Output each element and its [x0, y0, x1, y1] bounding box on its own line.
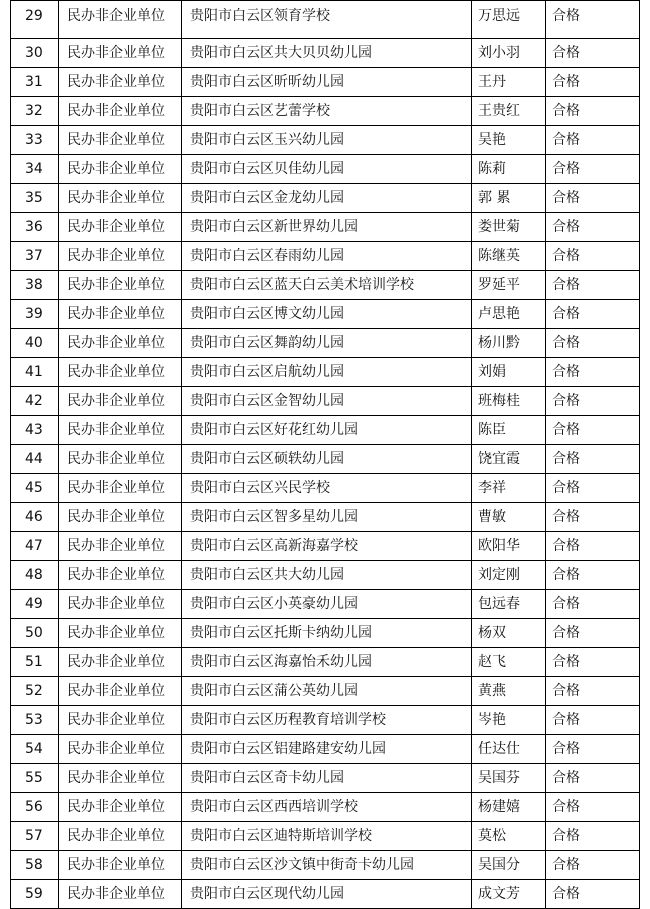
row-number-cell: 46: [11, 503, 59, 532]
table-row: [11, 677, 640, 706]
row-number-cell: 42: [11, 387, 59, 416]
row-number-cell: 53: [11, 706, 59, 735]
legal-representative-cell: 王贵红: [472, 97, 546, 126]
legal-representative-cell: 陈继英: [472, 242, 546, 271]
table-row: [11, 474, 640, 503]
inspection-result-cell: 合格: [546, 474, 640, 503]
row-number-cell: 55: [11, 764, 59, 793]
inspection-result-cell: 合格: [546, 532, 640, 561]
unit-type-cell: 民办非企业单位: [59, 474, 182, 503]
unit-name-cell: 贵阳市白云区春雨幼儿园: [182, 242, 472, 271]
legal-representative-cell: 成文芳: [472, 880, 546, 909]
unit-name-cell: 贵阳市白云区历程教育培训学校: [182, 706, 472, 735]
legal-representative-cell: 万思远: [472, 1, 546, 39]
results-table: [10, 0, 640, 909]
legal-representative-cell: 陈莉: [472, 155, 546, 184]
unit-name-cell: 贵阳市白云区共大贝贝幼儿园: [182, 39, 472, 68]
unit-name-cell: 贵阳市白云区西西培训学校: [182, 793, 472, 822]
unit-name-cell: 贵阳市白云区现代幼儿园: [182, 880, 472, 909]
inspection-result-cell: 合格: [546, 677, 640, 706]
inspection-result-cell: 合格: [546, 590, 640, 619]
legal-representative-cell: 曹敏: [472, 503, 546, 532]
unit-name-cell: 贵阳市白云区领育学校: [182, 1, 472, 39]
table-row: [11, 532, 640, 561]
row-number-cell: 39: [11, 300, 59, 329]
inspection-result-cell: 合格: [546, 126, 640, 155]
legal-representative-cell: 李祥: [472, 474, 546, 503]
legal-representative-cell: 班梅桂: [472, 387, 546, 416]
inspection-result-cell: 合格: [546, 184, 640, 213]
inspection-result-cell: 合格: [546, 68, 640, 97]
unit-name-cell: 贵阳市白云区好花红幼儿园: [182, 416, 472, 445]
row-number-cell: 58: [11, 851, 59, 880]
unit-type-cell: 民办非企业单位: [59, 39, 182, 68]
row-number-cell: 59: [11, 880, 59, 909]
legal-representative-cell: 刘定刚: [472, 561, 546, 590]
unit-name-cell: 贵阳市白云区小英豪幼儿园: [182, 590, 472, 619]
table-row: [11, 764, 640, 793]
legal-representative-cell: 吴国分: [472, 851, 546, 880]
row-number-cell: 48: [11, 561, 59, 590]
inspection-result-cell: 合格: [546, 648, 640, 677]
inspection-result-cell: 合格: [546, 300, 640, 329]
legal-representative-cell: 吴艳: [472, 126, 546, 155]
legal-representative-cell: 杨川黔: [472, 329, 546, 358]
unit-type-cell: 民办非企业单位: [59, 300, 182, 329]
inspection-result-cell: 合格: [546, 561, 640, 590]
legal-representative-cell: 包远春: [472, 590, 546, 619]
legal-representative-cell: 卢思艳: [472, 300, 546, 329]
unit-type-cell: 民办非企业单位: [59, 590, 182, 619]
unit-name-cell: 贵阳市白云区艺蕾学校: [182, 97, 472, 126]
table-row: [11, 358, 640, 387]
legal-representative-cell: 王丹: [472, 68, 546, 97]
table-row: [11, 445, 640, 474]
table-row: [11, 619, 640, 648]
inspection-result-cell: 合格: [546, 155, 640, 184]
legal-representative-cell: 陈臣: [472, 416, 546, 445]
row-number-cell: 43: [11, 416, 59, 445]
legal-representative-cell: 赵飞: [472, 648, 546, 677]
unit-type-cell: 民办非企业单位: [59, 706, 182, 735]
unit-type-cell: 民办非企业单位: [59, 416, 182, 445]
unit-type-cell: 民办非企业单位: [59, 503, 182, 532]
legal-representative-cell: 刘小羽: [472, 39, 546, 68]
unit-type-cell: 民办非企业单位: [59, 532, 182, 561]
inspection-result-cell: 合格: [546, 387, 640, 416]
inspection-result-cell: 合格: [546, 242, 640, 271]
legal-representative-cell: 岑艳: [472, 706, 546, 735]
inspection-result-cell: 合格: [546, 445, 640, 474]
row-number-cell: 35: [11, 184, 59, 213]
table-row: [11, 68, 640, 97]
row-number-cell: 49: [11, 590, 59, 619]
table-row: [11, 329, 640, 358]
row-number-cell: 50: [11, 619, 59, 648]
unit-name-cell: 贵阳市白云区舞韵幼儿园: [182, 329, 472, 358]
unit-type-cell: 民办非企业单位: [59, 561, 182, 590]
unit-name-cell: 贵阳市白云区博文幼儿园: [182, 300, 472, 329]
legal-representative-cell: 吴国芬: [472, 764, 546, 793]
inspection-result-cell: 合格: [546, 851, 640, 880]
unit-name-cell: 贵阳市白云区新世界幼儿园: [182, 213, 472, 242]
inspection-result-cell: 合格: [546, 1, 640, 39]
unit-name-cell: 贵阳市白云区高新海嘉学校: [182, 532, 472, 561]
row-number-cell: 30: [11, 39, 59, 68]
inspection-result-cell: 合格: [546, 880, 640, 909]
legal-representative-cell: 刘娟: [472, 358, 546, 387]
row-number-cell: 33: [11, 126, 59, 155]
unit-type-cell: 民办非企业单位: [59, 619, 182, 648]
unit-type-cell: 民办非企业单位: [59, 242, 182, 271]
inspection-result-cell: 合格: [546, 822, 640, 851]
unit-type-cell: 民办非企业单位: [59, 1, 182, 39]
unit-name-cell: 贵阳市白云区硕轶幼儿园: [182, 445, 472, 474]
unit-type-cell: 民办非企业单位: [59, 648, 182, 677]
unit-name-cell: 贵阳市白云区兴民学校: [182, 474, 472, 503]
unit-type-cell: 民办非企业单位: [59, 851, 182, 880]
row-number-cell: 45: [11, 474, 59, 503]
unit-name-cell: 贵阳市白云区贝佳幼儿园: [182, 155, 472, 184]
table-row: [11, 706, 640, 735]
unit-name-cell: 贵阳市白云区迪特斯培训学校: [182, 822, 472, 851]
table-row: [11, 39, 640, 68]
table-row: [11, 242, 640, 271]
unit-type-cell: 民办非企业单位: [59, 271, 182, 300]
unit-name-cell: 贵阳市白云区玉兴幼儿园: [182, 126, 472, 155]
table-row: [11, 97, 640, 126]
row-number-cell: 38: [11, 271, 59, 300]
inspection-result-cell: 合格: [546, 358, 640, 387]
row-number-cell: 29: [11, 1, 59, 39]
table-row: [11, 735, 640, 764]
unit-name-cell: 贵阳市白云区智多星幼儿园: [182, 503, 472, 532]
unit-type-cell: 民办非企业单位: [59, 793, 182, 822]
unit-name-cell: 贵阳市白云区蓝天白云美术培训学校: [182, 271, 472, 300]
table-row: [11, 213, 640, 242]
inspection-result-cell: 合格: [546, 619, 640, 648]
table-row: [11, 822, 640, 851]
row-number-cell: 54: [11, 735, 59, 764]
inspection-result-cell: 合格: [546, 503, 640, 532]
row-number-cell: 41: [11, 358, 59, 387]
unit-name-cell: 贵阳市白云区托斯卡纳幼儿园: [182, 619, 472, 648]
row-number-cell: 37: [11, 242, 59, 271]
unit-name-cell: 贵阳市白云区共大幼儿园: [182, 561, 472, 590]
inspection-result-cell: 合格: [546, 271, 640, 300]
legal-representative-cell: 莫松: [472, 822, 546, 851]
unit-name-cell: 贵阳市白云区金智幼儿园: [182, 387, 472, 416]
legal-representative-cell: 饶宜霞: [472, 445, 546, 474]
unit-type-cell: 民办非企业单位: [59, 764, 182, 793]
table-row: [11, 155, 640, 184]
unit-type-cell: 民办非企业单位: [59, 68, 182, 97]
row-number-cell: 40: [11, 329, 59, 358]
inspection-result-cell: 合格: [546, 706, 640, 735]
inspection-result-cell: 合格: [546, 39, 640, 68]
unit-type-cell: 民办非企业单位: [59, 880, 182, 909]
row-number-cell: 57: [11, 822, 59, 851]
inspection-result-cell: 合格: [546, 793, 640, 822]
row-number-cell: 31: [11, 68, 59, 97]
legal-representative-cell: 杨建嬉: [472, 793, 546, 822]
row-number-cell: 44: [11, 445, 59, 474]
unit-name-cell: 贵阳市白云区沙文镇中街奇卡幼儿园: [182, 851, 472, 880]
table-row: [11, 184, 640, 213]
row-number-cell: 47: [11, 532, 59, 561]
inspection-result-cell: 合格: [546, 97, 640, 126]
unit-name-cell: 贵阳市白云区金龙幼儿园: [182, 184, 472, 213]
legal-representative-cell: 杨双: [472, 619, 546, 648]
table-row: [11, 648, 640, 677]
unit-name-cell: 贵阳市白云区铝建路建安幼儿园: [182, 735, 472, 764]
row-number-cell: 36: [11, 213, 59, 242]
inspection-result-cell: 合格: [546, 213, 640, 242]
row-number-cell: 51: [11, 648, 59, 677]
unit-type-cell: 民办非企业单位: [59, 735, 182, 764]
inspection-result-cell: 合格: [546, 329, 640, 358]
table-row: [11, 561, 640, 590]
legal-representative-cell: 黄燕: [472, 677, 546, 706]
unit-name-cell: 贵阳市白云区蒲公英幼儿园: [182, 677, 472, 706]
table-row: [11, 271, 640, 300]
unit-type-cell: 民办非企业单位: [59, 155, 182, 184]
unit-name-cell: 贵阳市白云区奇卡幼儿园: [182, 764, 472, 793]
unit-type-cell: 民办非企业单位: [59, 213, 182, 242]
table-row: [11, 793, 640, 822]
unit-type-cell: 民办非企业单位: [59, 184, 182, 213]
unit-type-cell: 民办非企业单位: [59, 387, 182, 416]
unit-type-cell: 民办非企业单位: [59, 822, 182, 851]
row-number-cell: 52: [11, 677, 59, 706]
unit-name-cell: 贵阳市白云区昕昕幼儿园: [182, 68, 472, 97]
unit-type-cell: 民办非企业单位: [59, 126, 182, 155]
table-row: [11, 126, 640, 155]
inspection-result-cell: 合格: [546, 735, 640, 764]
table-row: [11, 387, 640, 416]
table-row: [11, 880, 640, 909]
unit-type-cell: 民办非企业单位: [59, 358, 182, 387]
unit-name-cell: 贵阳市白云区海嘉怡禾幼儿园: [182, 648, 472, 677]
table-row: [11, 503, 640, 532]
table-row: [11, 300, 640, 329]
unit-type-cell: 民办非企业单位: [59, 677, 182, 706]
table-row: [11, 851, 640, 880]
unit-type-cell: 民办非企业单位: [59, 329, 182, 358]
legal-representative-cell: 郭 累: [472, 184, 546, 213]
inspection-result-cell: 合格: [546, 416, 640, 445]
unit-type-cell: 民办非企业单位: [59, 445, 182, 474]
row-number-cell: 34: [11, 155, 59, 184]
inspection-result-cell: 合格: [546, 764, 640, 793]
table-row: [11, 416, 640, 445]
results-table-body: [11, 1, 640, 909]
legal-representative-cell: 欧阳华: [472, 532, 546, 561]
legal-representative-cell: 娄世菊: [472, 213, 546, 242]
unit-name-cell: 贵阳市白云区启航幼儿园: [182, 358, 472, 387]
legal-representative-cell: 罗延平: [472, 271, 546, 300]
row-number-cell: 56: [11, 793, 59, 822]
table-row: [11, 1, 640, 39]
unit-type-cell: 民办非企业单位: [59, 97, 182, 126]
table-row: [11, 590, 640, 619]
legal-representative-cell: 任达仕: [472, 735, 546, 764]
row-number-cell: 32: [11, 97, 59, 126]
